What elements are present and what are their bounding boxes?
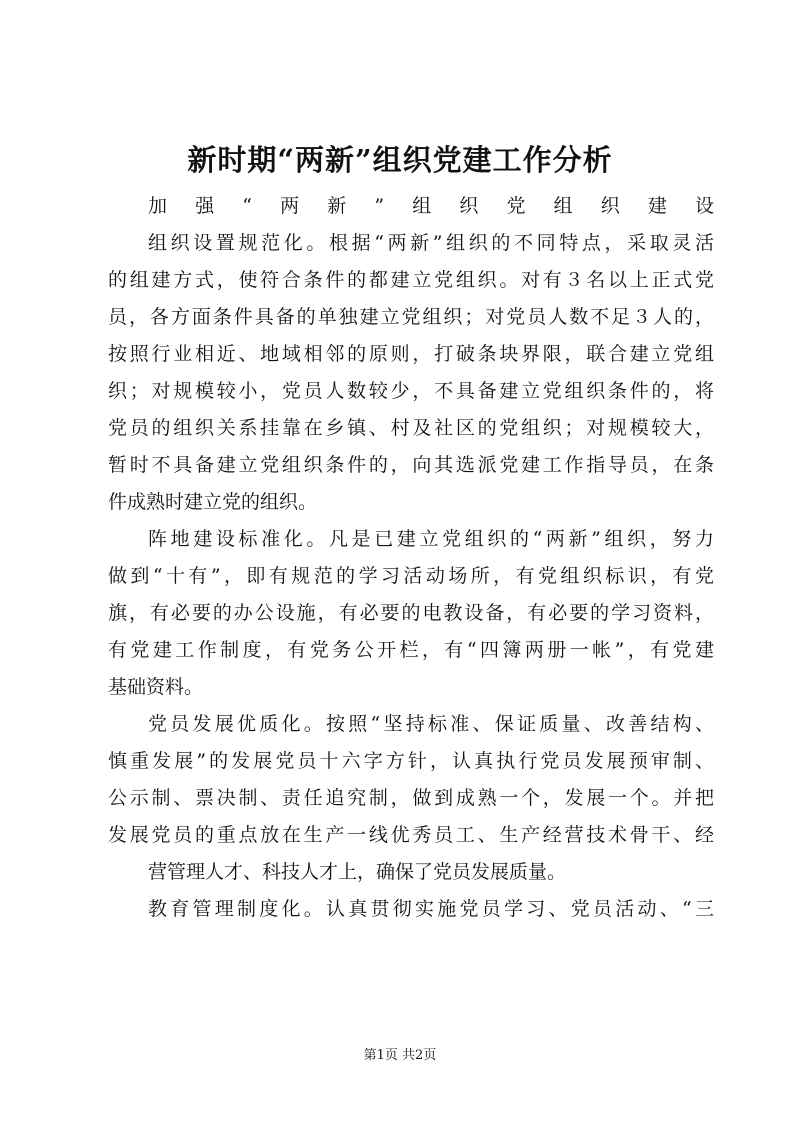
paragraph-line: 营管理人才、科技人才上，确保了党员发展质量。	[148, 861, 567, 883]
paragraph-line: 旗，有必要的办公设施，有必要的电教设备，有必要的学习资料，	[108, 602, 714, 624]
paragraph-line: 组织设置规范化。根据“两新”组织的不同特点，采取灵活	[148, 232, 714, 254]
paragraph-line: 基础资料。	[108, 676, 204, 698]
paragraph-line: 有党建工作制度，有党务公开栏，有“四簿两册一帐”，有党建	[108, 639, 714, 661]
paragraph-line: 织；对规模较小，党员人数较少，不具备建立党组织条件的，将	[108, 380, 714, 402]
paragraph-line: 的组建方式，使符合条件的都建立党组织。对有３名以上正式党	[108, 269, 714, 291]
paragraph-line: 党员的组织关系挂靠在乡镇、村及社区的党组织；对规模较大，	[108, 417, 714, 439]
paragraph-line: 教育管理制度化。认真贯彻实施党员学习、党员活动、“三	[148, 898, 714, 920]
document-body	[108, 188, 714, 928]
paragraph-line: 公示制、票决制、责任追究制，做到成熟一个，发展一个。并把	[108, 787, 714, 809]
paragraph-line: 发展党员的重点放在生产一线优秀员工、生产经营技术骨干、经	[108, 824, 714, 846]
paragraph-line: 员，各方面条件具备的单独建立党组织；对党员人数不足３人的，	[108, 306, 714, 328]
paragraph-line: 暂时不具备建立党组织条件的，向其选派党建工作指导员，在条	[108, 454, 714, 476]
paragraph-line: 党员发展优质化。按照“坚持标准、保证质量、改善结构、	[148, 713, 714, 735]
paragraph-line: 慎重发展”的发展党员十六字方针，认真执行党员发展预审制、	[108, 750, 714, 772]
page-footer: 第1页 共2页	[363, 1048, 437, 1063]
paragraph-line: 件成熟时建立党的组织。	[108, 491, 318, 513]
paragraph-line: 阵地建设标准化。凡是已建立党组织的“两新”组织，努力	[148, 528, 714, 550]
paragraph-line: 按照行业相近、地域相邻的原则，打破条块界限，联合建立党组	[108, 343, 714, 365]
paragraph-line: 做到“十有”，即有规范的学习活动场所，有党组织标识，有党	[108, 565, 714, 587]
document-title: 新时期“两新”组织党建工作分析	[187, 143, 613, 177]
section-heading: 加强“两新”组织党组织建设	[148, 195, 714, 217]
